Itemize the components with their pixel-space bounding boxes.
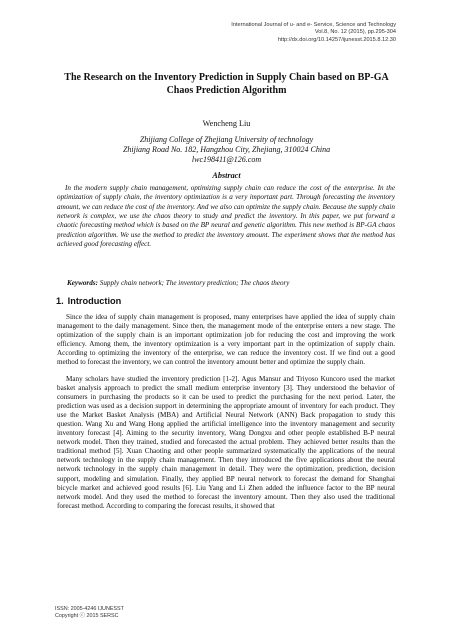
keywords-label: Keywords: (67, 279, 98, 287)
journal-name: International Journal of u- and e- Service, Science and Technology (231, 22, 396, 28)
abstract-heading: Abstract (212, 171, 241, 180)
footer-copyright: Copyright ⓒ 2015 SERSC (55, 613, 119, 620)
section-heading (56, 296, 256, 307)
section-title: Introduction (67, 296, 122, 306)
journal-volume: Vol.8, No. 12 (2015), pp.295-304 (314, 29, 396, 36)
affiliation-address: Zhijiang Road No. 182, Hangzhou City, Zhejiang, 310024 China (122, 145, 331, 154)
section-number: 1. (56, 296, 64, 306)
author-name: Wencheng Liu (202, 119, 251, 128)
journal-doi-link[interactable]: http://dx.doi.org/10.14257/ijunesst.2015.8.12.30 (277, 36, 396, 43)
page-footer (55, 606, 255, 621)
journal-header (96, 22, 396, 44)
affiliation-institution: Zhijiang College of Zhejiang University of technology (139, 135, 314, 144)
abstract-text: In the modern supply chain management, optimizing supply chain can reduce the cost of the enterprise. In the optimization of supply chain, the inventory optimization is a very important part. Through forecasting the inventory amount, we can reduce the cost of the inventory. And we also can optimize the supply chain. Because the supply chain network is complex, we use the chaos theory to study and predict the inventory. In this paper, we put forward a chaotic forecasting method which is based on the BP neural and genetic algorithm. This new method is BP-GA chaos prediction algorithm. We use the method to predict the inventory amount. The experiment shows that the method has achieved good forecasting effect. (57, 184, 395, 249)
body-paragraph: Many scholars have studied the inventory prediction [1-2]. Agus Mansur and Triyoso Kuncoro used the market basket analysis approach to predict the small medium enterprise inventory [3]. They understood the behavior of consumers in purchasing the products so it can be used to predict the purchasing for the next period. Later, the prediction was used as a decision support in determining the appropriate amount of inventory for each product. They use the Market Basket Analysis (MBA) and Artificial Neural Network (ANN) Back propagation to study this question. Wang Xu and Wang Hong applied the artificial intelligence into the inventory management and security inventory forecast [4]. Aiming to the security inventory, Wang Dongxu and other people established B-P neural network model. Then they trained, studied and forecasted the actual problem. They achieved better results than the traditional method [5]. Xuan Chaoting and other people summarized systematically the applications of the neural network technology in the supply chain management. Then they introduced the five applications about the neural network technology in the supply chain management in detail. They were the optimization, prediction, decision support, modeling and simulation. Finally, they applied BP neural network to forecast the demand for Shanghai bicycle market and achieved good results [6]. Liu Yang and Li Zhen added the influence factor to the BP neural network model. And they used the method to forecast the inventory amount. Then they also used the traditional forecast method. According to comparing the forecast results, it showed that (57, 375, 395, 510)
paper-title: The Research on the Inventory Prediction in Supply Chain based on BP-GA Chaos Prediction Algorithm (64, 72, 389, 96)
author-affiliation (55, 135, 398, 165)
author-email[interactable]: lwc198411@126.com (191, 155, 262, 164)
keywords-text: Supply chain network; The inventory prediction; The chaos theory (99, 279, 290, 287)
keywords (67, 279, 397, 288)
footer-issn: ISSN: 2005-4246 IJUNESST (55, 606, 124, 612)
body-paragraph: Since the idea of supply chain management is proposed, many enterprises have applied the idea of supply chain management to the daily management. Since then, the management mode of the enterprise enters a new stage. The optimization of the supply chain is an important optimization job for reducing the cost and improving the work efficiency. Among them, the inventory optimization is a very important part in the optimization of supply chain. According to optimizing the inventory of the enterprise, we can reduce the inventory cost. If we find out a good method to forecast the inventory, we can control the inventory amount better and optimize the supply chain. (57, 313, 395, 367)
